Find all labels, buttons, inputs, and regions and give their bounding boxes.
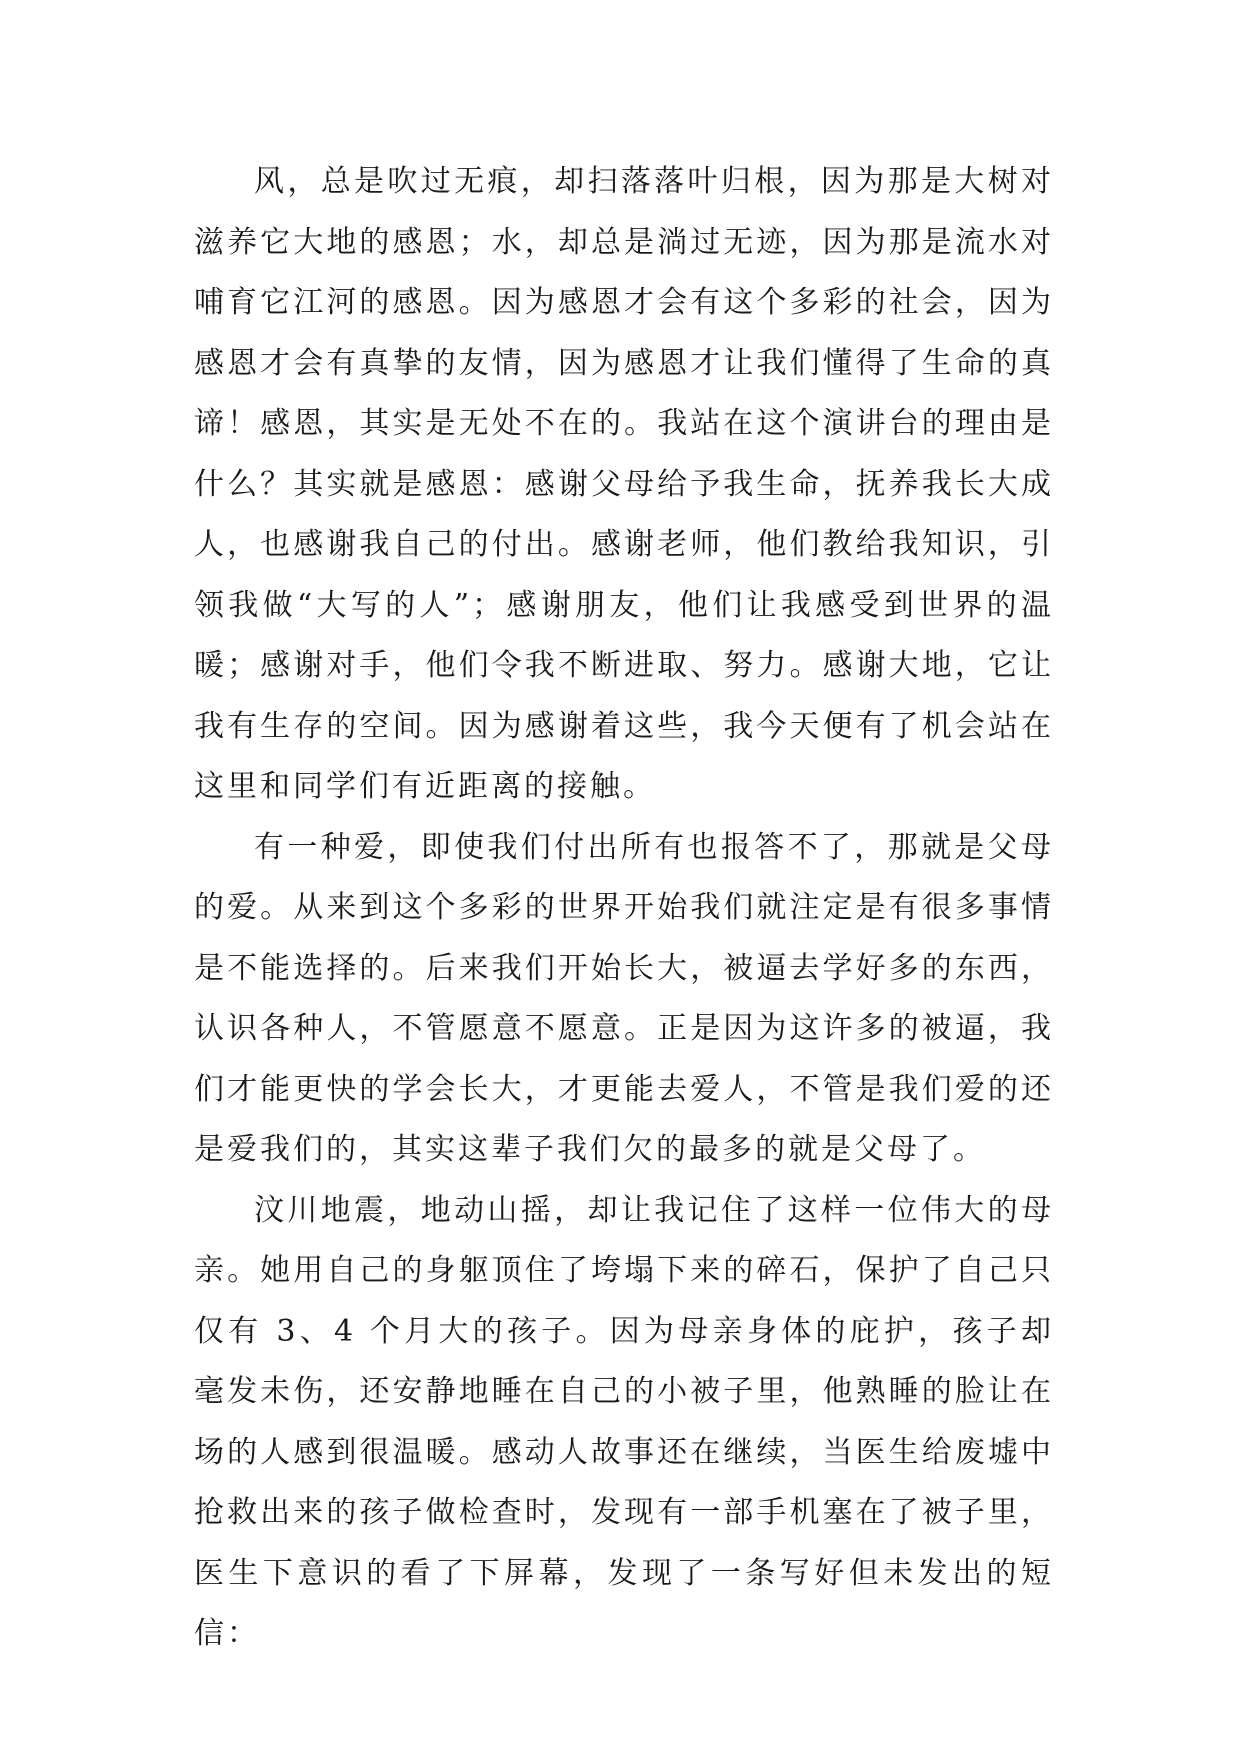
paragraph-1: 风，总是吹过无痕，却扫落落叶归根，因为那是大树对滋养它大地的感恩；水，却总是淌过无迹，因为那是流水对哺育它江河的感恩。因为感恩才会有这个多彩的社会，因为感恩才会有真挚的友情，因为感恩才让我们懂得了生命的真谛！感恩，其实是无处不在的。我站在这个演讲台的理由是什么？其实就是感恩：感谢父母给予我生命，抚养我长大成人，也感谢我自己的付出。感谢老师，他们教给我知识，引领我做“大写的人”；感谢朋友，他们让我感受到世界的温暖；感谢对手，他们令我不断进取、努力。感谢大地，它让我有生存的空间。因为感谢着这些，我今天便有了机会站在这里和同学们有近距离的接触。 — [194, 164, 1054, 804]
document-page — [194, 152, 1054, 1665]
paragraph-2: 有一种爱，即使我们付出所有也报答不了，那就是父母的爱。从来到这个多彩的世界开始我们就注定是有很多事情是不能选择的。后来我们开始长大，被逼去学好多的东西，认识各种人，不管愿意不愿意。正是因为这许多的被逼，我们才能更快的学会长大，才更能去爱人，不管是我们爱的还是爱我们的，其实这辈子我们欠的最多的就是父母了。 — [194, 829, 1054, 1167]
paragraph-3: 汶川地震，地动山摇，却让我记住了这样一位伟大的母亲。她用自己的身躯顶住了垮塌下来的碎石，保护了自己只仅有 3、4 个月大的孩子。因为母亲身体的庇护，孩子却毫发未伤，还安静地睡在自己的小被子里，他熟睡的脸让在场的人感到很温暖。感动人故事还在继续，当医生给废墟中抢救出来的孩子做检查时，发现有一部手机塞在了被子里，医生下意识的看了下屏幕，发现了一条写好但未发出的短信： — [194, 1192, 1054, 1651]
